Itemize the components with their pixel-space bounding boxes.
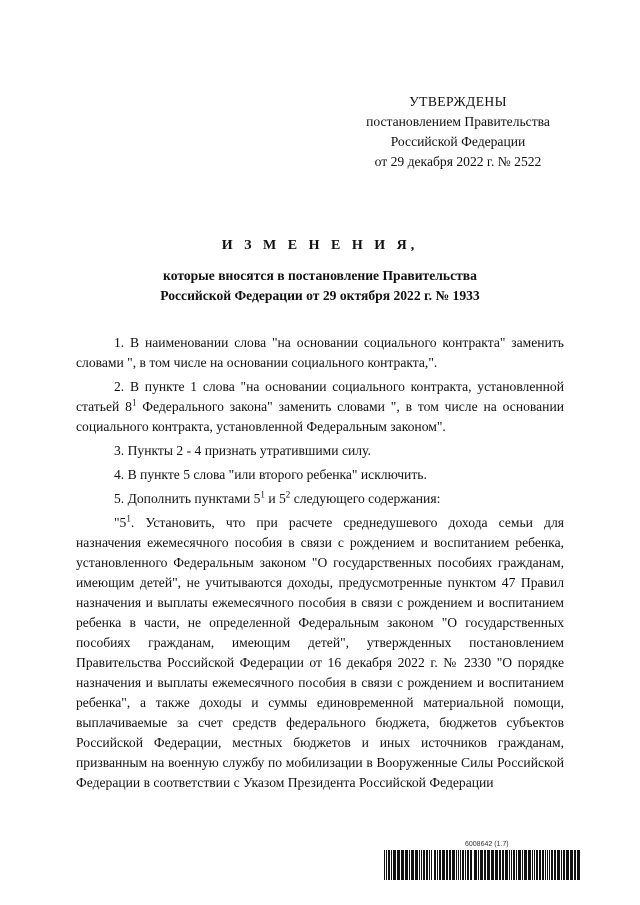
- document-title: И З М Е Н Е Н И Я,: [221, 238, 419, 253]
- approval-heading: УТВЕРЖДЕНЫ: [409, 94, 507, 109]
- paragraph-6-text-a: "5: [114, 515, 127, 530]
- approval-block: [340, 92, 576, 172]
- approval-line-country: Российской Федерации: [390, 134, 526, 149]
- paragraph-1: 1. В наименовании слова "на основании социального контракта" заменить словами ", в том числе на основании социального контракта,".: [76, 335, 564, 370]
- subtitle-line-2: Российской Федерации от 29 октября 2022 г. № 1933: [160, 288, 480, 303]
- barcode-bars: [383, 850, 583, 880]
- paragraph-5: [76, 489, 564, 509]
- paragraph-2-text-a: 2. В пункте 1 слова "на основании социального контракта, установленной статьей 8: [76, 379, 564, 414]
- subtitle-line-1: которые вносятся в постановление Правительства: [163, 268, 477, 283]
- paragraph-2-text-b: Федерального закона" заменить словами ", в том числе на основании социального контракта, установленной Федеральным законом".: [76, 399, 564, 434]
- paragraph-4: 4. В пункте 5 слова "или второго ребенка" исключить.: [114, 467, 427, 482]
- document-body: [76, 333, 564, 793]
- approval-line-date: от 29 декабря 2022 г. № 2522: [374, 154, 542, 169]
- paragraph-5-text-a: 5. Дополнить пунктами 5: [114, 491, 261, 506]
- paragraph-5-superscript-2: 2: [285, 489, 291, 500]
- barcode-number: 6008642 (1.7): [465, 841, 509, 848]
- paragraph-2-superscript: 1: [131, 397, 137, 408]
- paragraph-5-text-b: и 5: [264, 491, 286, 506]
- paragraph-2: [76, 377, 564, 437]
- paragraph-6: [76, 513, 564, 793]
- paragraph-5-text-c: следующего содержания:: [290, 491, 441, 506]
- document-subtitle: [140, 266, 500, 306]
- document-barcode: [383, 841, 583, 883]
- paragraph-6-text-b: . Установить, что при расчете среднедушевого дохода семьи для назначения ежемесячного пособия в связи с рождением и воспитанием ребенка, установленного Федеральным законом "О государственных пособиях гражданам, имеющим детей", не учитываются доходы, предусмотренные пунктом 47 Правил назначения и выплаты ежемесячного пособия в связи с рождением и воспитанием ребенка в части, не определенной Федеральным законом "О государственных пособиях гражданам, имеющим детей", утвержденных постановлением Правительства Российской Федерации от 16 декабря 2022 г. № 2330 "О порядке назначения и выплаты ежемесячного пособия в связи с рождением и воспитанием ребенка", а также доходы и суммы единовременной материальной помощи, выплачиваемые за счет средств федерального бюджета, бюджетов субъектов Российской Федерации, местных бюджетов и иных источников гражданам, призванным на военную службу по мобилизации в Вооруженные Силы Российской Федерации в соответствии с Указом Президента Российской Федерации: [76, 515, 564, 790]
- paragraph-3: 3. Пункты 2 - 4 признать утратившими силу.: [114, 443, 371, 458]
- paragraph-6-superscript: 1: [126, 513, 131, 524]
- approval-line-decree: постановлением Правительства: [366, 114, 550, 129]
- paragraph-5-superscript-1: 1: [260, 489, 265, 500]
